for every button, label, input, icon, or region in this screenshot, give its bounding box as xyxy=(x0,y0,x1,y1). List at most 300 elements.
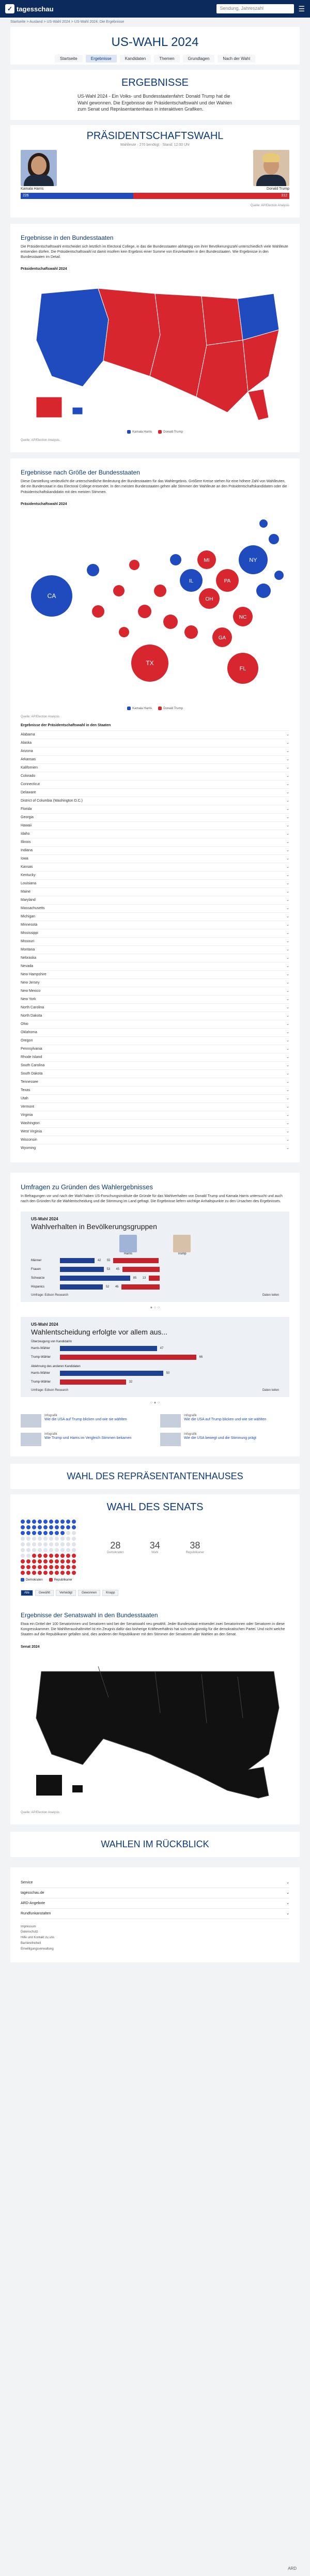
senate-seat xyxy=(49,1525,53,1529)
state-row[interactable] xyxy=(21,945,289,954)
results-heading: ERGEBNISSE xyxy=(121,77,189,88)
state-name: Wyoming xyxy=(21,1146,36,1150)
trump-value: 13 xyxy=(142,1277,146,1280)
state-name: Minnesota xyxy=(21,923,38,927)
candidate-names xyxy=(21,187,289,191)
state-row[interactable] xyxy=(21,970,289,978)
state-row[interactable] xyxy=(21,772,289,780)
state-row[interactable] xyxy=(21,796,289,805)
chevron-down-icon: ⌄ xyxy=(286,733,289,737)
state-row[interactable] xyxy=(21,1086,289,1094)
state-row[interactable] xyxy=(21,739,289,747)
chevron-down-icon: ⌄ xyxy=(286,1891,289,1895)
state-list-title: Ergebnisse der Präsidentschaftswahl in den Staaten xyxy=(21,723,111,727)
teaser-link[interactable]: Wie die USA auf Trump blicken und wie sie wählten xyxy=(184,1418,267,1422)
tab-ergebnisse[interactable]: Ergebnisse xyxy=(86,55,117,63)
electoral-vote-bar xyxy=(21,193,289,199)
chevron-down-icon: ⌄ xyxy=(286,749,289,754)
reason-value: 32 xyxy=(129,1381,133,1384)
dem-candidate-name: Kamala Harris xyxy=(21,187,44,191)
footer xyxy=(10,1867,300,1962)
legend-rep: Donald Trump xyxy=(158,707,183,710)
reason-row xyxy=(31,1345,279,1352)
state-row[interactable] xyxy=(21,1069,289,1078)
footer-small-links xyxy=(21,1924,289,1952)
senate-seat xyxy=(21,1548,25,1552)
teaser-item[interactable]: Infografik Wie die USA bewegt und die Stimmung prägt xyxy=(160,1433,289,1446)
chevron-down-icon: ⌄ xyxy=(286,948,289,952)
state-name: Connecticut xyxy=(21,782,40,786)
state-name: Utah xyxy=(21,1096,28,1100)
state-row[interactable] xyxy=(21,962,289,970)
senate-seat xyxy=(60,1520,65,1524)
harris-value: 42 xyxy=(97,1259,101,1263)
senate-seat xyxy=(60,1554,65,1558)
senate-seat xyxy=(72,1531,76,1535)
senate-seat xyxy=(49,1520,53,1524)
senate-seat xyxy=(55,1565,59,1569)
state-row[interactable] xyxy=(21,1053,289,1061)
bubble-pa-label: PA xyxy=(224,578,231,584)
president-subline: Wahlleute · 270 benötigt · Stand: 12:00 Uhr xyxy=(120,143,190,147)
chevron-down-icon: ⌄ xyxy=(286,857,289,861)
senate-seat xyxy=(32,1565,36,1569)
state-row[interactable] xyxy=(21,871,289,879)
senate-seat xyxy=(26,1542,30,1546)
chevron-down-icon: ⌄ xyxy=(286,865,289,869)
chevron-down-icon: ⌄ xyxy=(286,1105,289,1109)
chevron-down-icon: ⌄ xyxy=(286,1138,289,1142)
senate-seat xyxy=(72,1565,76,1569)
chevron-down-icon: ⌄ xyxy=(286,766,289,770)
state-row[interactable] xyxy=(21,904,289,912)
footer-row: Service ⌄ xyxy=(21,1878,289,1888)
row-label: Trump-Wähler xyxy=(31,1356,51,1359)
senate-seat xyxy=(72,1571,76,1575)
teaser-item[interactable]: Infografik Wie Trump und Harris im Vergleich Stimmen bekamen xyxy=(21,1433,150,1446)
state-row[interactable] xyxy=(21,995,289,1003)
state-row[interactable] xyxy=(21,805,289,813)
state-row[interactable] xyxy=(21,1111,289,1119)
state-name: Kalifornien xyxy=(21,765,38,770)
chevron-down-icon: ⌄ xyxy=(286,783,289,787)
state-row[interactable] xyxy=(21,730,289,739)
state-row[interactable] xyxy=(21,1011,289,1020)
chevron-down-icon: ⌄ xyxy=(286,824,289,828)
state-row[interactable] xyxy=(21,780,289,788)
trump-bar xyxy=(113,1258,159,1263)
state-name: Massachusetts xyxy=(21,906,45,910)
state-row[interactable] xyxy=(21,1028,289,1036)
share-data-link[interactable]: Daten teilen xyxy=(262,1389,279,1392)
senate-seat xyxy=(26,1571,30,1575)
state-name: Indiana xyxy=(21,848,33,852)
senate-legend-dem: Demokraten xyxy=(21,1578,43,1582)
senate-seat xyxy=(66,1565,70,1569)
senate-seat xyxy=(66,1520,70,1524)
senate-seat xyxy=(32,1571,36,1575)
footer-link[interactable]: Impressum xyxy=(21,1925,36,1928)
senate-seat xyxy=(43,1554,48,1558)
house-banner[interactable]: WAHL DES REPRÄSENTANTENHAUSES xyxy=(10,1464,300,1489)
row-label: Schwarze xyxy=(31,1277,45,1280)
footer-link[interactable]: Barrierefreiheit xyxy=(21,1941,41,1945)
senate-seat xyxy=(60,1537,65,1541)
senate-seat xyxy=(26,1531,30,1535)
senate-seat xyxy=(72,1548,76,1552)
state-row[interactable] xyxy=(21,830,289,838)
state-name: Vermont xyxy=(21,1105,35,1109)
senate-seat xyxy=(60,1542,65,1546)
state-name: Colorado xyxy=(21,774,36,778)
state-name: Illinois xyxy=(21,840,31,844)
senate-seat xyxy=(21,1525,25,1529)
chevron-down-icon: ⌄ xyxy=(286,849,289,853)
widget-subtitle: Wahlverhalten in Bevölkerungsgruppen xyxy=(31,1222,157,1231)
tagesschau-logo[interactable] xyxy=(5,4,54,13)
senate-seat xyxy=(21,1554,25,1558)
chevron-down-icon: ⌄ xyxy=(286,1031,289,1035)
state-row[interactable] xyxy=(21,1003,289,1011)
teaser-item[interactable]: Infografik Wie die USA auf Trump blicken und wie sie wählten xyxy=(160,1414,289,1428)
tab-nach-der-wahl[interactable]: Nach der Wahl xyxy=(218,55,255,63)
map-region-alaska xyxy=(36,397,62,418)
search-input[interactable]: Sendung, Jahreszahl xyxy=(216,4,294,13)
brand-label: tagesschau xyxy=(17,5,54,13)
breadcrumb: Startseite > Ausland > US-Wahl 2024 > US-Wahl 2024: Die Ergebnisse xyxy=(10,20,125,24)
state-row[interactable] xyxy=(21,929,289,937)
state-name: North Dakota xyxy=(21,1014,42,1018)
reason-value: 66 xyxy=(199,1356,203,1359)
reason-bar xyxy=(60,1371,163,1376)
state-row[interactable] xyxy=(21,755,289,763)
senate-seat xyxy=(66,1531,70,1535)
bubble-tx-label: TX xyxy=(146,659,154,667)
tab-kandidaten[interactable]: Kandidaten xyxy=(120,55,151,63)
senate-seat xyxy=(26,1548,30,1552)
senate-seat xyxy=(49,1571,53,1575)
bubble-small xyxy=(170,554,181,565)
senate-seat xyxy=(60,1525,65,1529)
bubble-il-label: IL xyxy=(189,578,194,584)
state-name: Rhode Island xyxy=(21,1055,42,1059)
tab-startseite[interactable]: Startseite xyxy=(55,55,83,63)
state-name: Montana xyxy=(21,947,35,952)
chevron-down-icon: ⌄ xyxy=(286,1072,289,1076)
chevron-down-icon: ⌄ xyxy=(286,940,289,944)
reason-row xyxy=(31,1354,279,1361)
state-name: Mississippi xyxy=(21,931,38,935)
harris-bar xyxy=(60,1267,104,1272)
survey-widget-groups xyxy=(21,1212,289,1302)
chevron-down-icon: ⌄ xyxy=(286,1055,289,1060)
state-row[interactable] xyxy=(21,813,289,821)
state-row[interactable] xyxy=(21,763,289,772)
teaser-thumbnail xyxy=(160,1433,181,1446)
senate-seat xyxy=(43,1542,48,1546)
teaser-thumbnail xyxy=(21,1433,41,1446)
senate-seat xyxy=(55,1542,59,1546)
chevron-down-icon: ⌄ xyxy=(286,882,289,886)
bubble-small xyxy=(269,534,279,544)
state-name: Iowa xyxy=(21,856,28,861)
senate-filter-buttons xyxy=(21,1590,289,1596)
state-name: Tennessee xyxy=(21,1080,38,1084)
teaser-link[interactable]: Wie die USA bewegt und die Stimmung prägt xyxy=(184,1436,257,1440)
state-row[interactable] xyxy=(21,954,289,962)
footer-row: Rundfunkanstalten ⌄ xyxy=(21,1909,289,1919)
state-name: Nebraska xyxy=(21,956,36,960)
states-map-card xyxy=(10,224,300,453)
chevron-down-icon: ⌄ xyxy=(286,807,289,811)
state-row[interactable] xyxy=(21,887,289,896)
seat-count-rep: 38 Republikaner xyxy=(185,1540,205,1555)
state-row[interactable] xyxy=(21,1094,289,1102)
chevron-down-icon: ⌄ xyxy=(286,873,289,878)
senate-seat xyxy=(60,1571,65,1575)
map-region-midwest xyxy=(202,296,243,345)
senate-seat xyxy=(72,1520,76,1524)
filter-button[interactable]: Knapp xyxy=(102,1590,118,1596)
legend-rep: Donald Trump xyxy=(158,430,183,434)
senate-seat xyxy=(72,1554,76,1558)
state-row[interactable] xyxy=(21,1045,289,1053)
map-region-southeast xyxy=(243,330,279,392)
state-row[interactable] xyxy=(21,987,289,995)
chevron-down-icon: ⌄ xyxy=(286,964,289,969)
seat-count-vote: 34 Wahl xyxy=(149,1540,160,1555)
trump-bar xyxy=(121,1284,160,1290)
senate-seat xyxy=(55,1520,59,1524)
chevron-down-icon: ⌄ xyxy=(286,1088,289,1093)
state-row[interactable] xyxy=(21,1136,289,1144)
state-row[interactable] xyxy=(21,1127,289,1136)
state-row[interactable] xyxy=(21,937,289,945)
bubble-map-heading: Ergebnisse nach Größe der Bundesstaaten xyxy=(21,469,140,477)
chevron-down-icon: ⌄ xyxy=(286,898,289,902)
bubble-ca-label: CA xyxy=(47,592,56,600)
chevron-down-icon: ⌄ xyxy=(286,1047,289,1051)
widget-col-left: Harris xyxy=(124,1252,132,1256)
us-states-map[interactable] xyxy=(21,273,289,428)
senate-seat xyxy=(32,1537,36,1541)
results-intro-text: US-Wahl 2024 - Ein Volks- und Bundesstaatenfahrt: Donald Trump hat die Wahl gewonnen. Die Ergebnisse der Präsidentschaftswahl und der Wahlen zum Senat und Repräsentantenhaus in interaktiven Grafiken. xyxy=(78,94,232,112)
teaser-item[interactable]: Infografik Wie die USA auf Trump blicken und wie sie wählten xyxy=(21,1414,150,1428)
senate-seat xyxy=(38,1520,42,1524)
states-map-heading: Ergebnisse in den Bundesstaaten xyxy=(21,234,114,241)
widget-footer xyxy=(31,1294,279,1297)
seat-count-dem: 28 Demokraten xyxy=(107,1540,124,1555)
state-row[interactable] xyxy=(21,912,289,921)
survey-text: In Befragungen vor und nach der Wahl haben US-Forschungsinstitute die Gründe für das Wahlverhalten von Donald Trump und Kamala Harris untersucht und auch nach den Gründen für die Wahlentscheidung und die Stimmung im Land gefragt. Die Ergebnisse liefern wichtige Anhaltspunkte zu den Ursachen des Ergebnisses. xyxy=(21,1194,283,1203)
map-region-hawaii xyxy=(72,407,83,415)
state-row[interactable] xyxy=(21,821,289,830)
state-name: Alaska xyxy=(21,741,32,745)
harris-portrait xyxy=(21,150,57,186)
state-row[interactable] xyxy=(21,896,289,904)
trump-thumb xyxy=(173,1235,191,1252)
senate-seat xyxy=(66,1559,70,1563)
filter-button[interactable]: Verteidigt xyxy=(56,1590,76,1596)
senate-seat xyxy=(66,1548,70,1552)
chevron-down-icon: ⌄ xyxy=(286,758,289,762)
tab-grundlagen[interactable]: Grundlagen xyxy=(183,55,215,63)
senate-seat xyxy=(43,1525,48,1529)
state-row[interactable] xyxy=(21,1061,289,1069)
footer-row: ARD-Angebote ⌄ xyxy=(21,1898,289,1909)
state-name: Oregon xyxy=(21,1038,33,1042)
senate-map[interactable] xyxy=(21,1651,289,1806)
president-heading: PRÄSIDENTSCHAFTSWAHL xyxy=(86,130,224,142)
state-row[interactable] xyxy=(21,1020,289,1028)
bubble-small xyxy=(259,519,268,528)
state-accordion-list xyxy=(21,730,289,1152)
bubble-map-source: Quelle: AP/Election Analysis xyxy=(21,715,60,718)
senate-seat xyxy=(38,1571,42,1575)
state-row[interactable] xyxy=(21,1036,289,1045)
state-name: Georgia xyxy=(21,815,34,819)
senate-seat xyxy=(32,1559,36,1563)
chevron-down-icon: ⌄ xyxy=(286,1113,289,1117)
carousel-dots[interactable]: ○ ● ○ xyxy=(150,1400,160,1405)
senate-seat xyxy=(55,1554,59,1558)
widget-title: US-Wahl 2024 xyxy=(31,1217,58,1222)
survey-widget-reasons xyxy=(21,1317,289,1397)
state-row[interactable] xyxy=(21,1102,289,1111)
reason-rows-1 xyxy=(31,1345,279,1361)
state-row[interactable] xyxy=(21,838,289,846)
top-navigation-bar xyxy=(0,0,310,18)
rueckblick-banner[interactable]: WAHLEN IM RÜCKBLICK xyxy=(10,1832,300,1857)
senate-seat xyxy=(43,1520,48,1524)
chevron-down-icon: ⌄ xyxy=(286,998,289,1002)
senate-seat xyxy=(55,1571,59,1575)
chevron-down-icon: ⌄ xyxy=(286,1039,289,1043)
reason-rows-2 xyxy=(31,1370,279,1386)
share-data-link[interactable]: Daten teilen xyxy=(262,1294,279,1297)
carousel-dots[interactable]: ● ○ ○ xyxy=(150,1305,160,1310)
senate-seat xyxy=(49,1537,53,1541)
widget-footer xyxy=(31,1389,279,1392)
state-row[interactable] xyxy=(21,1119,289,1127)
state-name: West Virginia xyxy=(21,1129,42,1133)
trump-value: 55 xyxy=(106,1259,111,1263)
harris-bar xyxy=(60,1276,130,1281)
state-row[interactable] xyxy=(21,921,289,929)
state-name: Nevada xyxy=(21,964,34,968)
chevron-down-icon: ⌄ xyxy=(286,1881,289,1885)
state-name: New Mexico xyxy=(21,989,41,993)
state-row[interactable] xyxy=(21,1078,289,1086)
state-name: Idaho xyxy=(21,832,30,836)
state-name: Oklahoma xyxy=(21,1030,37,1034)
senate-seat xyxy=(38,1559,42,1563)
bubble-ny-label: NY xyxy=(249,557,257,563)
survey-group-rows xyxy=(31,1257,279,1291)
senate-seat xyxy=(72,1542,76,1546)
senate-seat xyxy=(38,1537,42,1541)
senate-seat xyxy=(72,1525,76,1529)
senate-seat xyxy=(66,1554,70,1558)
reason-bar xyxy=(60,1346,157,1351)
state-name: Louisiana xyxy=(21,881,36,885)
senate-seat xyxy=(38,1548,42,1552)
senate-seat xyxy=(21,1531,25,1535)
state-row[interactable] xyxy=(21,863,289,871)
row-label: Hispanics xyxy=(31,1285,45,1289)
senate-seat xyxy=(43,1571,48,1575)
row-label: Männer xyxy=(31,1259,42,1263)
bubble-fl-label: FL xyxy=(239,665,246,672)
states-map-legend xyxy=(21,430,289,434)
state-row[interactable] xyxy=(21,846,289,854)
widget-title: US-Wahl 2024 xyxy=(31,1322,58,1327)
senate-seat xyxy=(49,1559,53,1563)
chevron-down-icon: ⌄ xyxy=(286,791,289,795)
footer-link[interactable]: Datenschutz xyxy=(21,1930,38,1934)
bubble-small xyxy=(113,585,125,596)
chevron-down-icon: ⌄ xyxy=(286,915,289,919)
chevron-down-icon: ⌄ xyxy=(286,1912,289,1916)
reason-bar xyxy=(60,1355,196,1360)
bubble-small xyxy=(163,615,178,629)
state-name: Texas xyxy=(21,1088,30,1092)
state-row[interactable] xyxy=(21,1144,289,1152)
legend-dem: Kamala Harris xyxy=(127,430,152,434)
state-row[interactable] xyxy=(21,747,289,755)
state-bubble-map[interactable] xyxy=(21,508,289,704)
state-row[interactable] xyxy=(21,978,289,987)
footer-link[interactable]: Hilfe und Kontakt zu uns xyxy=(21,1936,55,1940)
state-name: Maryland xyxy=(21,898,36,902)
filter-button[interactable]: Alle xyxy=(21,1590,33,1596)
senate-seat xyxy=(21,1537,25,1541)
state-name: Maine xyxy=(21,890,31,894)
state-row[interactable] xyxy=(21,854,289,863)
bubble-small xyxy=(138,605,151,618)
filter-button[interactable]: Gewählt xyxy=(35,1590,54,1596)
portrait-body xyxy=(256,175,286,186)
senate-seat xyxy=(38,1565,42,1569)
chevron-down-icon: ⌄ xyxy=(286,931,289,936)
state-name: Washington xyxy=(21,1121,40,1125)
widget-col-right: Trump xyxy=(177,1252,187,1256)
filter-button[interactable]: Gewonnen xyxy=(78,1590,100,1596)
senate-seat xyxy=(49,1542,53,1546)
teaser-link[interactable]: Wie Trump und Harris im Vergleich Stimmen bekamen xyxy=(44,1436,132,1440)
hamburger-menu-icon[interactable]: ☰ xyxy=(298,4,305,13)
footer-link[interactable]: Einwilligungsverwaltung xyxy=(21,1947,54,1951)
state-name: Ohio xyxy=(21,1022,28,1026)
chevron-down-icon: ⌄ xyxy=(286,1006,289,1010)
bubble-nc-label: NC xyxy=(239,614,247,620)
page-header xyxy=(10,27,300,65)
state-name: Kentucky xyxy=(21,873,36,877)
reason-value: 50 xyxy=(166,1372,170,1375)
senate-seat xyxy=(60,1548,65,1552)
survey-group-row xyxy=(31,1283,279,1291)
state-row[interactable] xyxy=(21,879,289,887)
row-label: Harris-Wähler xyxy=(31,1372,51,1375)
teaser-link[interactable]: Wie die USA auf Trump blicken und wie sie wählten xyxy=(44,1418,127,1422)
widget-candidate-headers xyxy=(31,1235,279,1255)
state-row[interactable] xyxy=(21,788,289,796)
rep-electors-bar: 312 xyxy=(133,193,289,199)
reason-group-label: Ablehnung des anderen Kandidaten xyxy=(31,1365,81,1369)
senate-seat xyxy=(72,1559,76,1563)
tab-themen[interactable]: Themen xyxy=(154,55,179,63)
chevron-down-icon: ⌄ xyxy=(286,1122,289,1126)
